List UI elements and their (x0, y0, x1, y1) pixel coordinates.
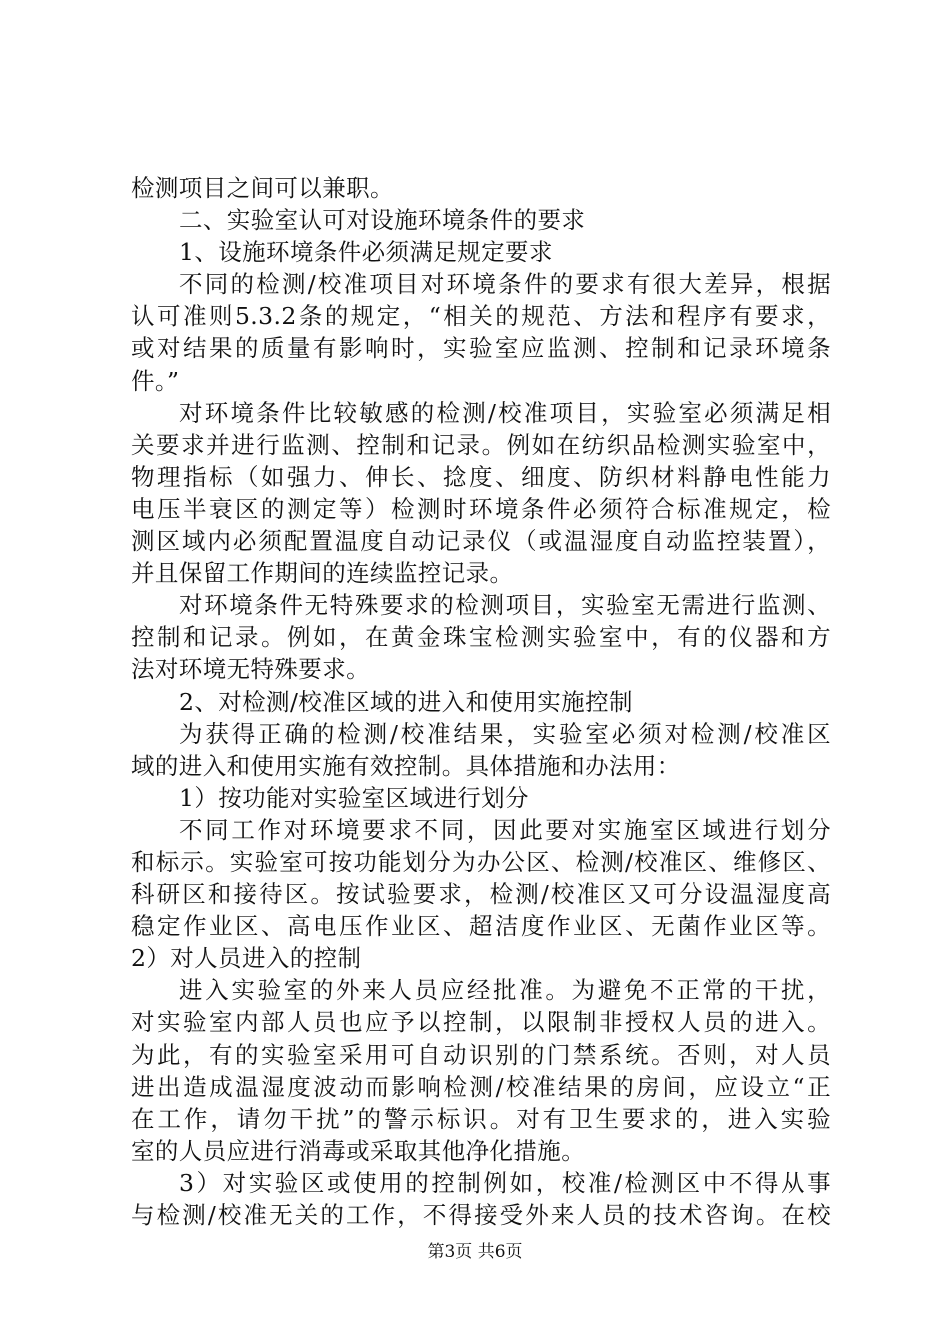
text-line: 科研区和接待区。按试验要求，检测/校准区又可分设温湿度高 (131, 880, 831, 909)
text-line: 室的人员应进行消毒或采取其他净化措施。 (131, 1136, 586, 1165)
text-line: 1、设施环境条件必须满足规定要求 (179, 238, 553, 267)
text-line: 进入实验室的外来人员应经批准。为避免不正常的干扰， (179, 976, 831, 1005)
text-line: 二、实验室认可对设施环境条件的要求 (179, 206, 586, 235)
text-line: 进出造成温湿度波动而影响检测/校准结果的房间，应设立“正 (131, 1072, 831, 1101)
text-line: 关要求并进行监测、控制和记录。例如在纺织品检测实验室中， (131, 430, 831, 459)
text-line: 和标示。实验室可按功能划分为办公区、检测/校准区、维修区、 (131, 847, 831, 876)
text-line: 并且保留工作期间的连续监控记录。 (131, 559, 514, 588)
text-line: 认可准则5.3.2条的规定，“相关的规范、方法和程序有要求， (131, 302, 831, 331)
text-line: 对环境条件无特殊要求的检测项目，实验室无需进行监测、 (179, 591, 831, 620)
text-line: 不同工作对环境要求不同，因此要对实施室区域进行划分 (179, 815, 831, 844)
page-footer: 第3页 共6页 (427, 1242, 523, 1262)
text-line: 检测项目之间可以兼职。 (131, 174, 394, 202)
text-line: 1）按功能对实验室区域进行划分 (179, 783, 529, 812)
text-line: 在工作，请勿干扰”的警示标识。对有卫生要求的，进入实验 (131, 1104, 831, 1133)
text-line: 控制和记录。例如，在黄金珠宝检测实验室中，有的仪器和方 (131, 623, 831, 652)
text-line: 物理指标（如强力、伸长、捻度、细度、防织材料静电性能力 (131, 462, 831, 491)
text-line: 为获得正确的检测/校准结果，实验室必须对检测/校准区 (179, 719, 831, 748)
text-line: 或对结果的质量有影响时，实验室应监测、控制和记录环境条 (131, 334, 831, 363)
text-line: 为此，有的实验室采用可自动识别的门禁系统。否则，对人员 (131, 1040, 831, 1069)
text-line: 法对环境无特殊要求。 (131, 655, 370, 684)
text-line: 3）对实验区或使用的控制例如，校准/检测区中不得从事 (179, 1168, 831, 1197)
text-line: 域的进入和使用实施有效控制。具体措施和办法用： (131, 751, 681, 780)
text-line: 不同的检测/校准项目对环境条件的要求有很大差异，根据 (179, 270, 831, 299)
text-line: 对环境条件比较敏感的检测/校准项目，实验室必须满足相 (179, 398, 831, 427)
text-line: 对实验室内部人员也应予以控制，以限制非授权人员的进入。 (131, 1008, 831, 1037)
text-line: 2）对人员进入的控制 (131, 944, 362, 973)
text-line: 测区域内必须配置温度自动记录仪（或温湿度自动监控装置）， (131, 527, 831, 556)
text-line: 电压半衰区的测定等）检测时环境条件必须符合标准规定，检 (131, 494, 831, 523)
text-line: 件。” (131, 366, 180, 395)
document-body (131, 172, 831, 1231)
text-line: 稳定作业区、高电压作业区、超洁度作业区、无菌作业区等。 (131, 912, 831, 941)
text-line: 2、对检测/校准区域的进入和使用实施控制 (179, 687, 633, 716)
text-line: 与检测/校准无关的工作，不得接受外来人员的技术咨询。在校 (131, 1201, 831, 1229)
